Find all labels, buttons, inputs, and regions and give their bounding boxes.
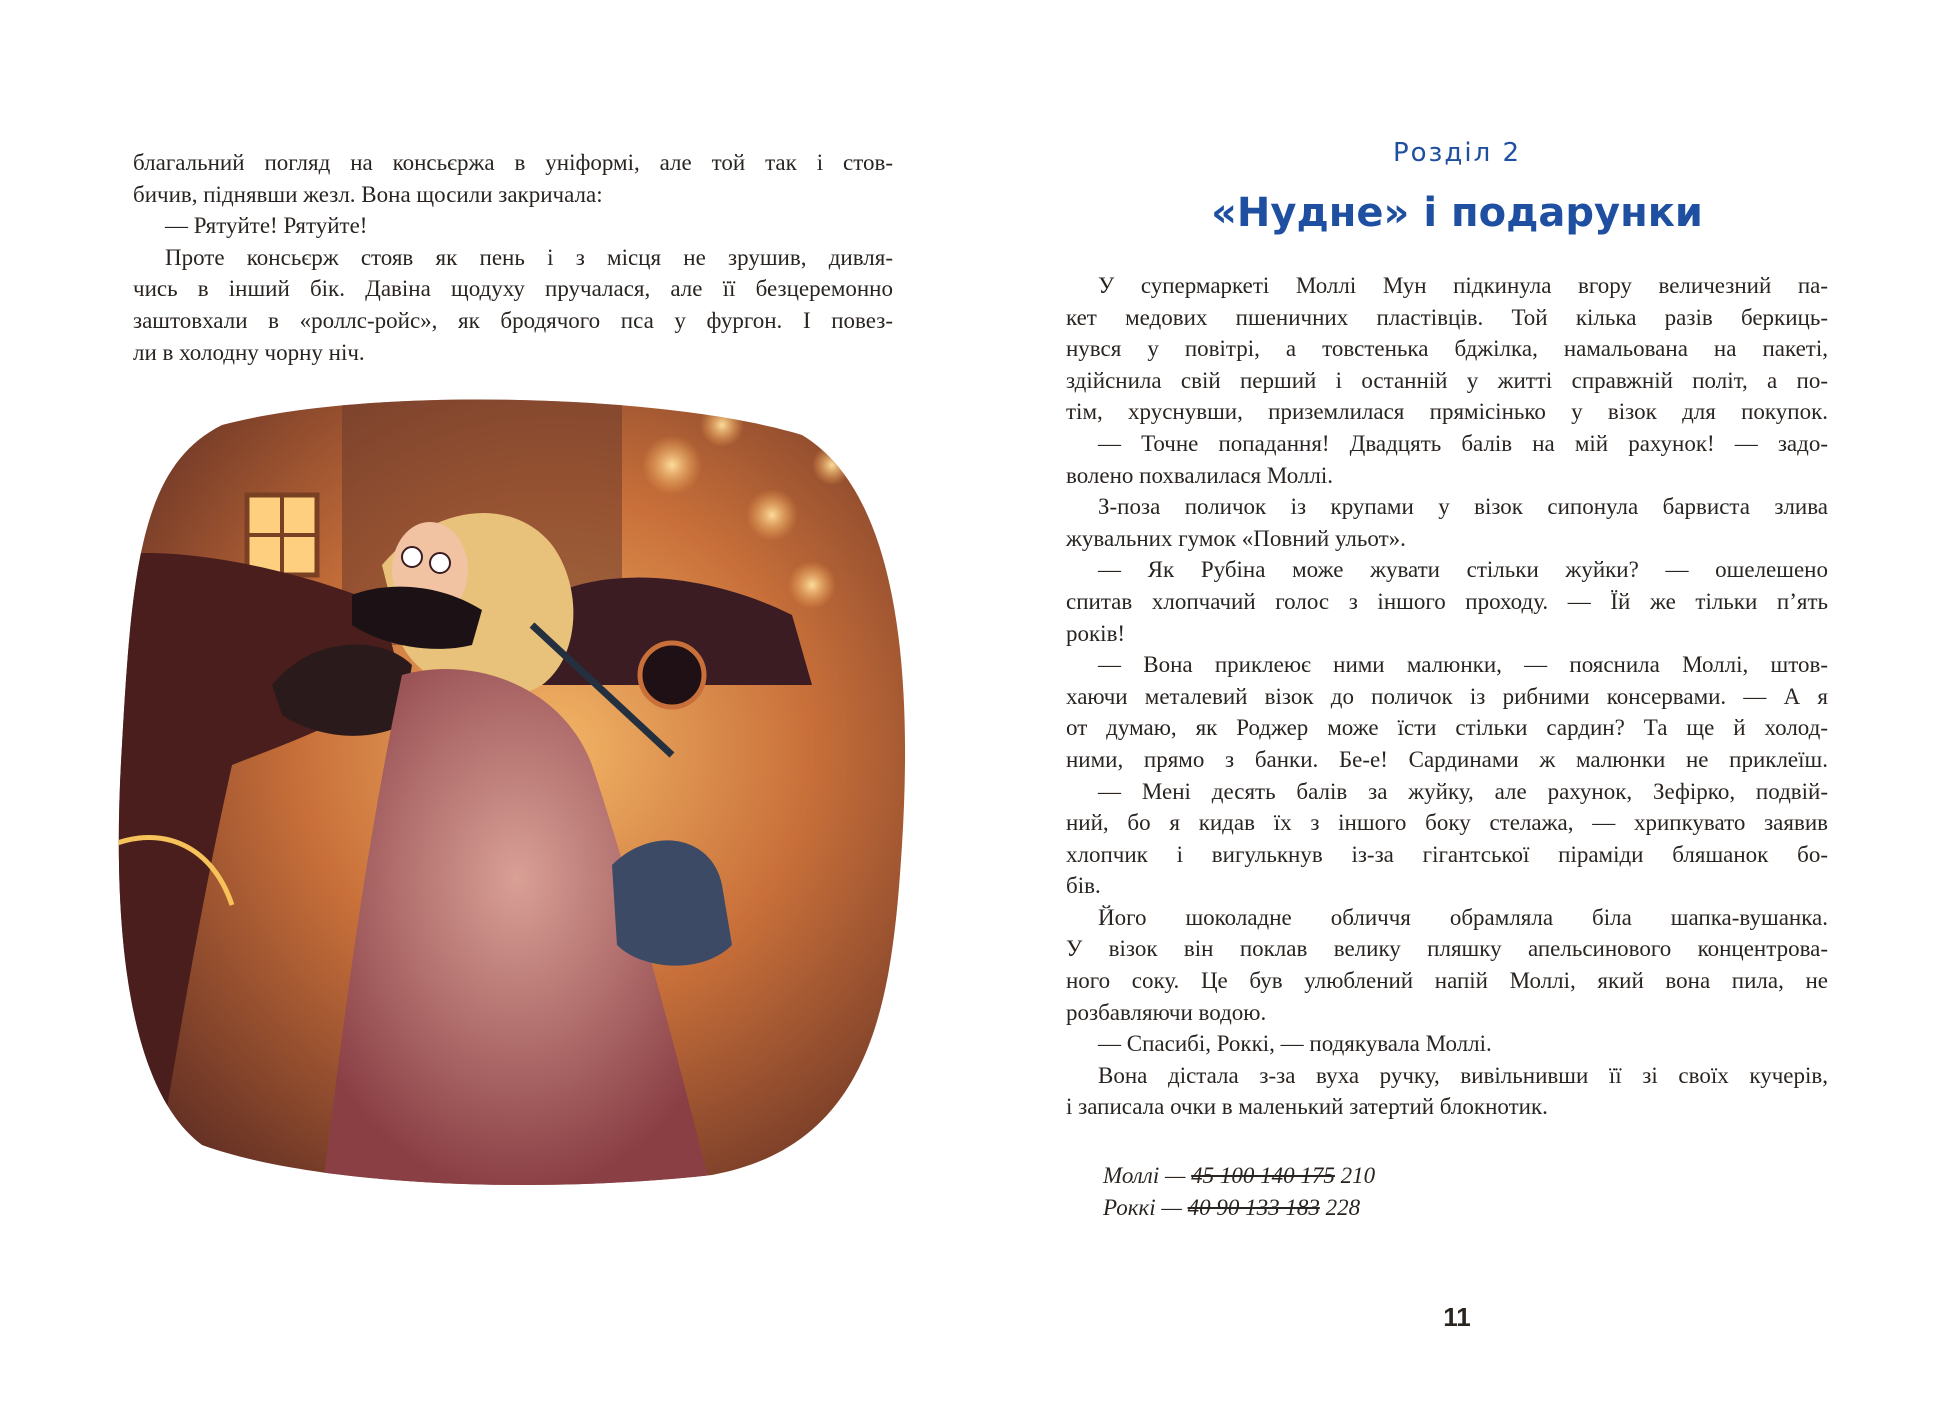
text-line: розбавляючи водою. (1066, 999, 1267, 1025)
text-line: років! (1066, 620, 1126, 646)
text-line: Проте консьєрж стояв як пень і з місця не зрушив, дивля- (165, 244, 893, 270)
text-line: благальний погляд на консьєржа в уніформі, але той так і стов- (133, 150, 893, 175)
text-line: Вона дістала з-за вуха ручку, вивільнивши її зі своїх кучерів, (1098, 1062, 1828, 1088)
text-line: і записала очки в маленький затертий блокнотик. (1066, 1094, 1548, 1120)
rocky-label: Роккі — (1103, 1195, 1182, 1220)
text-line: ного соку. Це був улюблений напій Моллі, який вона пила, не (1066, 968, 1828, 994)
text-line: от думаю, як Роджер може їсти стільки сардин? Та ще й холод- (1066, 715, 1828, 741)
text-line: — Спасибі, Роккі, — подякувала Моллі. (1098, 1031, 1492, 1057)
text-line: бичив, піднявши жезл. Вона щосили закричала: (133, 181, 603, 207)
text-line: — Вона приклеює ними малюнки, — пояснила Моллі, штов- (1098, 652, 1828, 678)
text-line: здійснила свій перший і останній у житті справжній політ, а по- (1066, 367, 1828, 393)
text-line: кет медових пшеничних пластівців. Той кілька разів беркиць- (1066, 304, 1828, 330)
molly-score-line (1103, 1160, 1375, 1192)
score-notes (1103, 1160, 1375, 1224)
text-line: заштовхали в «роллс-ройс», як бродячого пса у фургон. І повез- (133, 307, 893, 333)
text-line: хаючи металевий візок до поличок із рибними консервами. — А я (1066, 683, 1828, 709)
text-line: жувальних гумок «Повний ульот». (1066, 525, 1406, 551)
text-line: бів. (1066, 873, 1101, 899)
rocky-crossed-scores: 40 90 133 183 (1187, 1195, 1320, 1220)
chapter-title: «Нудне» і подарунки (1211, 190, 1703, 236)
text-line: волено похвалилася Моллі. (1066, 462, 1334, 488)
right-body-text (1066, 270, 1828, 1123)
left-page (0, 0, 971, 1417)
chapter-label: Розділ 2 (1392, 138, 1522, 168)
text-line: ними, прямо з банки. Бе-е! Сардинами ж малюнки не приклеїш. (1066, 746, 1828, 772)
text-line: Його шоколадне обличчя обрамляла біла шапка-вушанка. (1098, 904, 1828, 930)
page-number: 11 (1443, 1302, 1471, 1332)
text-line: нувся у повітрі, а товстенька бджілка, намальована на пакеті, (1066, 336, 1828, 362)
text-line: хлопчик і вигулькнув із-за гігантської піраміди бляшанок бо- (1066, 841, 1828, 867)
text-line: У супермаркеті Моллі Мун підкинула вгору величезний па- (1098, 273, 1828, 298)
text-line: спитав хлопчачий голос з іншого проходу. — Їй же тільки п’ять (1066, 588, 1828, 614)
text-line: — Як Рубіна може жувати стільки жуйки? — ошелешено (1098, 557, 1828, 583)
text-line: тім, хруснувши, приземлилася прямісінько у візок для покупок. (1066, 399, 1828, 425)
molly-label: Моллі — (1103, 1163, 1186, 1188)
rocky-score-line (1103, 1192, 1375, 1224)
text-line: ли в холодну чорну ніч. (133, 339, 365, 365)
right-page (971, 0, 1943, 1417)
rocky-current-score: 228 (1325, 1195, 1361, 1220)
text-line: У візок він поклав велику пляшку апельсинового концентрова- (1066, 936, 1828, 962)
text-line: — Точне попадання! Двадцять балів на мій рахунок! — задо- (1098, 430, 1828, 456)
text-line: ний, бо я кидав їх з іншого боку стелажа, — хрипкувато заявив (1066, 810, 1828, 836)
text-line: — Мені десять балів за жуйку, але рахунок, Зефірко, подвій- (1098, 778, 1828, 804)
molly-crossed-scores: 45 100 140 175 (1191, 1163, 1335, 1188)
molly-current-score: 210 (1340, 1163, 1376, 1188)
text-line: чись в інший бік. Давіна щодуху пручалася, але її безцеремонно (133, 276, 893, 302)
left-top-paragraphs (133, 147, 893, 368)
story-illustration (112, 385, 917, 1193)
text-line: — Рятуйте! Рятуйте! (165, 213, 368, 239)
text-line: З-поза поличок із крупами у візок сипонула барвиста злива (1098, 494, 1828, 520)
